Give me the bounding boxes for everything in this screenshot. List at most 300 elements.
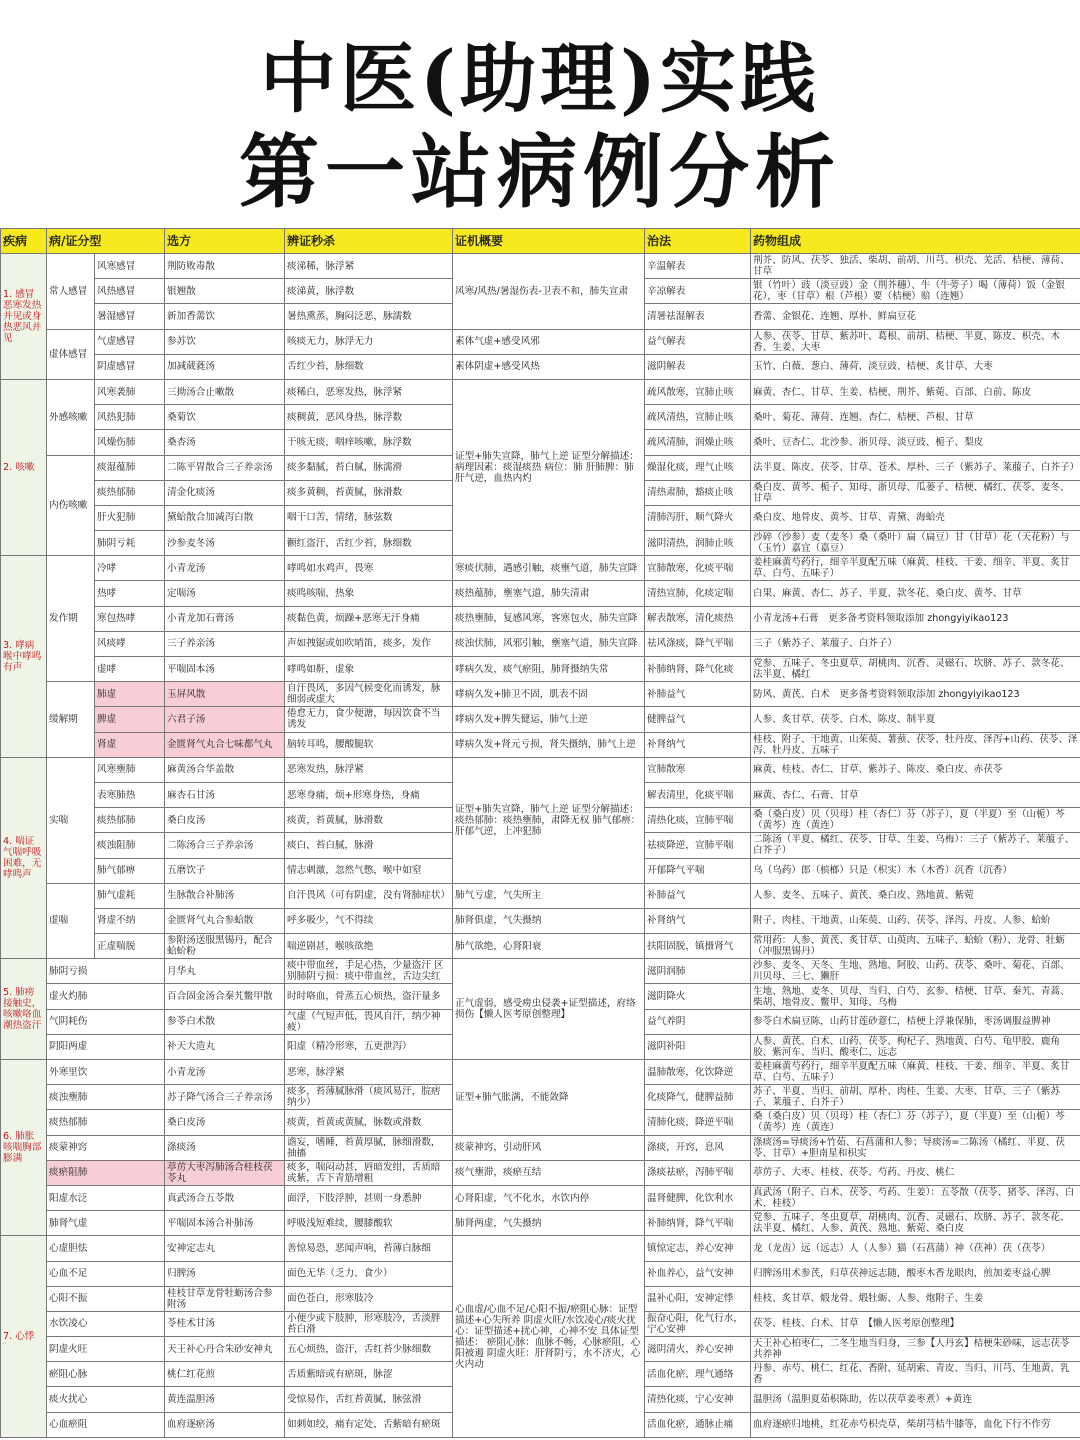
syndrome-type-cell: 肺阴亏耗 — [95, 531, 165, 556]
key-signs-cell: 哮鸣如鼾，虚象 — [285, 657, 453, 682]
disease-cell: 3. 哮病 喉中哮鸣有声 — [1, 556, 47, 758]
mechanism-cell: 肺肾两虚，气失摄纳 — [453, 1211, 645, 1236]
herbs-cell: 常用药：人参、黄芪、炙甘草、山萸肉、五味子、蛤蚧（粉）、龙骨、牡蛎（冲服黑锡丹） — [751, 934, 1080, 959]
formula-cell: 三拗汤合止嗽散 — [165, 379, 285, 404]
herbs-cell: 茯苓、桂枝、白术、甘草 【懒人医考原创整理】 — [751, 1311, 1080, 1336]
treatment-cell: 清热宣肺，化痰定喘 — [645, 581, 751, 606]
subtype-cell: 虚喘 — [47, 883, 95, 959]
herbs-cell: 桑叶、豆杏仁、北沙参、浙贝母、淡豆豉、栀子、梨皮 — [751, 430, 1080, 455]
syndrome-type-cell: 阴虚火旺 — [47, 1337, 165, 1362]
treatment-cell: 补肾纳气 — [645, 908, 751, 933]
disease-cell: 4. 喘证 气喘呼吸困难，无哮鸣声 — [1, 757, 47, 959]
formula-cell: 小青龙汤 — [165, 1060, 285, 1085]
mechanism-cell: 痰气壅滞，痰瘀互结 — [453, 1160, 645, 1185]
treatment-cell: 化痰降气，健脾益肺 — [645, 1085, 751, 1110]
syndrome-type-cell: 肾虚 — [95, 732, 165, 757]
mechanism-cell: 素体气虚+感受风邪 — [453, 329, 645, 354]
treatment-cell: 益气养阴 — [645, 1009, 751, 1034]
herbs-cell: 法半夏、陈皮、茯苓、甘草、苍术、厚朴、三子（紫苏子、莱菔子、白芥子） — [751, 455, 1080, 480]
herbs-cell: 天王补心柏枣仁，二冬生地当归身，三参【人丹玄】桔梗朱砂味，远志茯苓共养神 — [751, 1337, 1080, 1362]
key-signs-cell: 痰黄，苔黄腻，脉滑数 — [285, 808, 453, 833]
syndrome-type-cell: 肾虚不纳 — [95, 908, 165, 933]
herbs-cell: 小青龙汤+石膏 更多备考资料领取添加 zhongyiyikao123 — [751, 606, 1080, 631]
herbs-cell: 丹参、赤芍、桃仁、红花、香附、延胡索、青皮、当归、川芎、生地黄、乳香 — [751, 1362, 1080, 1387]
table-row — [1, 581, 1080, 606]
key-signs-cell: 谵妄，嗜睡，苔黄厚腻，脉细滑数，抽搐 — [285, 1135, 453, 1160]
header-formula: 选方 — [165, 229, 285, 254]
herbs-cell: 麻黄、杏仁、石膏、甘草 — [751, 782, 1080, 807]
herbs-cell: 桑白皮、地骨皮、黄芩、甘草、青黛、海蛤壳 — [751, 505, 1080, 530]
subtype-cell: 发作期 — [47, 556, 95, 682]
herbs-cell: 归脾汤用术参芪，归草茯神远志随，酸枣木香龙眼肉，煎加姜枣益心脾 — [751, 1261, 1080, 1286]
table-row — [1, 556, 1080, 581]
herbs-cell: 香薷、金银花、连翘、厚朴、鲜扁豆花 — [751, 304, 1080, 329]
syndrome-type-cell: 痰火扰心 — [47, 1387, 165, 1412]
disease-cell: 2. 咳嗽 — [1, 379, 47, 555]
syndrome-type-cell: 风寒感冒 — [95, 254, 165, 279]
herbs-cell: 龙（龙齿）远（远志）人（人参）猫（石菖蒲）神（茯神）茯（茯苓） — [751, 1236, 1080, 1261]
treatment-cell: 涤痰，开窍，息风 — [645, 1135, 751, 1160]
key-signs-cell: 气虚（气短声低，畏风自汗，纳少神疲） — [285, 1009, 453, 1034]
table-row — [1, 883, 1080, 908]
syndrome-type-cell: 寒包热哮 — [95, 606, 165, 631]
treatment-cell: 清热肃肺，豁痰止咳 — [645, 480, 751, 505]
table-row — [1, 1135, 1080, 1160]
syndrome-type-cell: 风痰哮 — [95, 631, 165, 656]
treatment-cell: 健脾益气 — [645, 707, 751, 732]
header-type: 病/证分型 — [47, 229, 165, 254]
disease-cell: 7. 心悸 — [1, 1236, 47, 1438]
herbs-cell: 荆芥、防风、茯苓、独活、柴胡、前胡、川芎、枳壳、羌活、桔梗、薄荷、甘草 — [751, 254, 1080, 279]
herbs-cell: 桂枝、炙甘草、煅龙骨、煅牡蛎、人参、炮附子、生姜 — [751, 1286, 1080, 1311]
formula-cell: 麻杏石甘汤 — [165, 782, 285, 807]
formula-cell: 参苓白术散 — [165, 1009, 285, 1034]
treatment-cell: 祛痰降逆，宣肺平喘 — [645, 833, 751, 858]
mechanism-cell: 证型+肺气胀满，不能敛降 — [453, 1060, 645, 1136]
key-signs-cell: 喘逆剧甚，喉咳欲绝 — [285, 934, 453, 959]
treatment-cell: 燥湿化痰，理气止咳 — [645, 455, 751, 480]
table-row — [1, 1185, 1080, 1210]
treatment-cell: 扶阳固脱，镇摄肾气 — [645, 934, 751, 959]
syndrome-type-cell: 心血瘀阻 — [47, 1412, 165, 1437]
formula-cell: 百合固金汤合秦艽鳖甲散 — [165, 984, 285, 1009]
disease-cell: 1. 感冒 恶寒发热并见或身热恶风并见 — [1, 254, 47, 380]
syndrome-type-cell: 心阳不振 — [47, 1286, 165, 1311]
mechanism-cell: 心血虚/心血不足/心阳不振/瘀阻心脉：证型描述+心失所养 阴虚火旺/水饮凌心/痰火扰心：证型描述+扰心神，心神不安 具体证型描述： 瘀阻心脉：血脉不畅，心脉瘀阻，心阳被遏 阴虚火旺：肝肾阴亏，水不济火，心火内动 — [453, 1236, 645, 1438]
syndrome-type-cell: 水饮凌心 — [47, 1311, 165, 1336]
mechanism-cell: 风寒/风热/暑湿伤表-卫表不和，肺失宣肃 — [453, 254, 645, 330]
key-signs-cell: 哮鸣如水鸡声，畏寒 — [285, 556, 453, 581]
key-signs-cell: 时时咯血，骨蒸五心烦热，盗汗量多 — [285, 984, 453, 1009]
key-signs-cell: 倦怠无力，食少便溏，每因饮食不当诱发 — [285, 707, 453, 732]
syndrome-type-cell: 肺阴亏损 — [47, 959, 165, 984]
key-signs-cell: 呼吸浅短难续，腰膝酸软 — [285, 1211, 453, 1236]
syndrome-type-cell: 气虚感冒 — [95, 329, 165, 354]
table-row — [1, 934, 1080, 959]
page-subtitle: 第一站病例分析 — [239, 125, 841, 219]
table-row — [1, 631, 1080, 656]
syndrome-type-cell: 痰蒙神窍 — [47, 1135, 165, 1160]
herbs-cell: 姜桂麻黄芍药行，细辛半夏配五味（麻黄、桂枝、干姜、细辛、半夏、炙甘草、白芍、五味子） — [751, 1060, 1080, 1085]
mechanism-cell: 肺肾俱虚，气失摄纳 — [453, 908, 645, 933]
herbs-cell: 人参、茯苓、甘草、紫苏叶、葛根、前胡、桔梗、半夏、陈皮、枳壳、木香、生姜、大枣 — [751, 329, 1080, 354]
treatment-cell: 补肺纳肾，降气化痰 — [645, 657, 751, 682]
key-signs-cell: 颧红盗汗，舌红少苔，脉细数 — [285, 531, 453, 556]
syndrome-type-cell: 肺气郁痹 — [95, 858, 165, 883]
key-signs-cell: 舌质紫暗或有瘀斑，脉涩 — [285, 1362, 453, 1387]
treatment-cell: 清肺化痰，降逆平喘 — [645, 1110, 751, 1135]
syndrome-type-cell: 虚火灼肺 — [47, 984, 165, 1009]
formula-cell: 桑白皮汤 — [165, 1110, 285, 1135]
key-signs-cell: 痰黏色黄，烦躁+恶寒无汗身痛 — [285, 606, 453, 631]
formula-cell: 二陈汤合三子养亲汤 — [165, 833, 285, 858]
table-row — [1, 682, 1080, 707]
table-row — [1, 1211, 1080, 1236]
page-title: 中医(助理)实践 — [260, 34, 820, 123]
formula-cell: 荆防败毒散 — [165, 254, 285, 279]
key-signs-cell: 痰鸣咳喘，热象 — [285, 581, 453, 606]
mechanism-cell: 心肾阳虚，气不化水，水饮内停 — [453, 1185, 645, 1210]
table-row — [1, 657, 1080, 682]
syndrome-type-cell: 正虚喘脱 — [95, 934, 165, 959]
treatment-cell: 宣肺散寒，化痰平喘 — [645, 556, 751, 581]
treatment-cell: 滋阴补阳 — [645, 1034, 751, 1059]
syndrome-type-cell: 风热感冒 — [95, 279, 165, 304]
formula-cell: 涤痰汤 — [165, 1135, 285, 1160]
formula-cell: 苏子降气汤合三子养亲汤 — [165, 1085, 285, 1110]
key-signs-cell: 咽干口苦，情绪，脉弦数 — [285, 505, 453, 530]
mechanism-cell: 证型+肺失宣降，肺气上逆 证型分解描述：病理因素：痰湿痰热 病位：肺 肝肺脾：肺肝气逆，血热内灼 — [453, 379, 645, 555]
treatment-cell: 温肾健脾，化饮利水 — [645, 1185, 751, 1210]
formula-cell: 清金化痰汤 — [165, 480, 285, 505]
case-analysis-table — [0, 228, 1080, 1438]
herbs-cell: 桑叶、菊花、薄荷、连翘、杏仁、桔梗、芦根、甘草 — [751, 405, 1080, 430]
formula-cell: 苓桂术甘汤 — [165, 1311, 285, 1336]
herbs-cell: 麻黄、桂枝、杏仁、甘草、紫苏子、陈皮、桑白皮、赤茯苓 — [751, 757, 1080, 782]
mechanism-cell: 痰热蕴肺，壅塞气道，肺失清肃 — [453, 581, 645, 606]
treatment-cell: 涤痰祛瘀，泻肺平喘 — [645, 1160, 751, 1185]
header-key-signs: 辨证秒杀 — [285, 229, 453, 254]
treatment-cell: 补肾纳气 — [645, 732, 751, 757]
syndrome-type-cell: 肺气虚耗 — [95, 883, 165, 908]
formula-cell: 金匮肾气丸合参蛤散 — [165, 908, 285, 933]
syndrome-type-cell: 外寒里饮 — [47, 1060, 165, 1085]
treatment-cell: 宣肺散寒 — [645, 757, 751, 782]
table-row — [1, 354, 1080, 379]
treatment-cell: 镇惊定志，养心安神 — [645, 1236, 751, 1261]
herbs-cell: 麻黄、杏仁、甘草、生姜、桔梗、荆芥、紫菀、百部、白前、陈皮 — [751, 379, 1080, 404]
treatment-cell: 辛温解表 — [645, 254, 751, 279]
formula-cell: 桑菊饮 — [165, 405, 285, 430]
formula-cell: 桂枝甘草龙骨牡蛎汤合参附汤 — [165, 1286, 285, 1311]
formula-cell: 参苏饮 — [165, 329, 285, 354]
key-signs-cell: 恶寒发热，脉浮紧 — [285, 757, 453, 782]
mechanism-cell: 痰蒙神窍，引动肝风 — [453, 1135, 645, 1160]
syndrome-type-cell: 痰浊壅肺 — [47, 1085, 165, 1110]
subtype-cell: 实喘 — [47, 757, 95, 883]
formula-cell: 银翘散 — [165, 279, 285, 304]
treatment-cell: 疏风清热，宣肺止咳 — [645, 405, 751, 430]
formula-cell: 月华丸 — [165, 959, 285, 984]
mechanism-cell: 哮病久发+肺卫不固，肌表不固 — [453, 682, 645, 707]
mechanism-cell: 寒痰伏肺，遇感引触，痰壅气道，肺失宣降 — [453, 556, 645, 581]
herbs-cell: 温胆汤（温胆夏茹枳陈助，佐以茯草姜枣煮）+黄连 — [751, 1387, 1080, 1412]
treatment-cell: 滋阴清火，养心安神 — [645, 1337, 751, 1362]
formula-cell: 六君子汤 — [165, 707, 285, 732]
table-row — [1, 1160, 1080, 1185]
herbs-cell: 参苓白术扁豆陈，山药甘莲砂薏仁，桔梗上浮兼保肺，枣汤调服益脾神 — [751, 1009, 1080, 1034]
mechanism-cell: 哮病久发，痰气瘀阻，肺肾摄纳失常 — [453, 657, 645, 682]
disease-cell: 6. 肺胀 咳喘胸部膨满 — [1, 1060, 47, 1236]
herbs-cell: 二陈汤（半夏、橘红、茯苓、甘草、生姜、乌梅）：三子（紫苏子、莱菔子、白芥子） — [751, 833, 1080, 858]
formula-cell: 天王补心丹合朱砂安神丸 — [165, 1337, 285, 1362]
syndrome-type-cell: 心虚胆怯 — [47, 1236, 165, 1261]
formula-cell: 定喘汤 — [165, 581, 285, 606]
key-signs-cell: 痰白，苔白腻，脉滑 — [285, 833, 453, 858]
mechanism-cell: 痰热壅肺，复感风寒，客寒包火，肺失宣降 — [453, 606, 645, 631]
formula-cell: 小青龙加石膏汤 — [165, 606, 285, 631]
key-signs-cell: 受惊易作，舌红苔黄腻，脉弦滑 — [285, 1387, 453, 1412]
subtype-cell: 常人感冒 — [47, 254, 95, 330]
key-signs-cell: 声如拽锯或如吹哨笛，痰多，发作 — [285, 631, 453, 656]
herbs-cell: 附子、肉桂、干地黄、山茱萸、山药、茯苓、泽泻、丹皮、人参、蛤蚧 — [751, 908, 1080, 933]
syndrome-type-cell: 暑湿感冒 — [95, 304, 165, 329]
formula-cell: 真武汤合五苓散 — [165, 1185, 285, 1210]
case-table-container — [0, 228, 1080, 1440]
herbs-cell: 防风、黄芪、白术 更多备考资料领取添加 zhongyiyikao123 — [751, 682, 1080, 707]
key-signs-cell: 痰稠黄，恶风身热，脉浮数 — [285, 405, 453, 430]
key-signs-cell: 呼多吸少，气不得续 — [285, 908, 453, 933]
treatment-cell: 解表清里，化痰平喘 — [645, 782, 751, 807]
key-signs-cell: 如刺如绞，痛有定处，舌紫暗有瘀斑 — [285, 1412, 453, 1437]
herbs-cell: 葶苈子、大枣、桂枝、茯苓、芍药、丹皮、桃仁 — [751, 1160, 1080, 1185]
syndrome-type-cell: 风寒袭肺 — [95, 379, 165, 404]
formula-cell: 安神定志丸 — [165, 1236, 285, 1261]
subtype-cell: 缓解期 — [47, 682, 95, 758]
mechanism-cell: 证型+肺失宣降，肺气上逆 证型分解描述：痰热郁肺：痰热壅肺，肃降无权 肺气郁痹：肝郁气逆，上冲犯肺 — [453, 757, 645, 883]
subtype-cell: 虚体感冒 — [47, 329, 95, 379]
mechanism-cell: 正气虚弱，感受痨虫侵袭+证型描述，府络损伤【懒人医考原创整理】 — [453, 959, 645, 1060]
syndrome-type-cell: 心血不足 — [47, 1261, 165, 1286]
treatment-cell: 滋阴降火 — [645, 984, 751, 1009]
table-body — [1, 254, 1080, 1438]
syndrome-type-cell: 脾虚 — [95, 707, 165, 732]
key-signs-cell: 小便少或下肢肿，形寒肢冷，舌淡胖苔白滑 — [285, 1311, 453, 1336]
herbs-cell: 党参、五味子、冬虫夏草、胡桃肉、沉香、灵磁石、坎脐、苏子、款冬花、法半夏、橘红、人参、黄芪、熟地、紫菀、桑白皮 — [751, 1211, 1080, 1236]
formula-cell: 沙参麦冬汤 — [165, 531, 285, 556]
key-signs-cell: 痰多黄稠，苔黄腻，脉滑数 — [285, 480, 453, 505]
key-signs-cell: 痰多黏腻，苔白腻，脉濡滑 — [285, 455, 453, 480]
table-row — [1, 757, 1080, 782]
syndrome-type-cell: 阴阳两虚 — [47, 1034, 165, 1059]
herbs-cell: 三子（紫苏子、莱菔子、白芥子） — [751, 631, 1080, 656]
subtype-cell: 外感咳嗽 — [47, 379, 95, 455]
herbs-cell: 党参、五味子、冬虫夏草、胡桃肉、沉香、灵磁石、坎脐、苏子、款冬花、法半夏、橘红 — [751, 657, 1080, 682]
key-signs-cell: 恶寒，脉浮紧 — [285, 1060, 453, 1085]
formula-cell: 生脉散合补肺汤 — [165, 883, 285, 908]
formula-cell: 加减葳蕤汤 — [165, 354, 285, 379]
herbs-cell: 苏子、半夏、当归、前胡、厚朴、肉桂、生姜、大枣、甘草、三子（紫苏子、莱菔子、白芥子） — [751, 1085, 1080, 1110]
formula-cell: 玉屏风散 — [165, 682, 285, 707]
key-signs-cell: 痰多，喘闷动甚，唇暗发绀，舌质暗或紫，舌下青筋增粗 — [285, 1160, 453, 1185]
treatment-cell: 活血化瘀，通脉止痛 — [645, 1412, 751, 1437]
herbs-cell: 生地、熟地、麦冬、贝母、当归、白芍、玄参、桔梗、甘草、秦艽、青蒿、柴胡、地骨皮、鳖甲、知母、乌梅 — [751, 984, 1080, 1009]
treatment-cell: 补肺益气 — [645, 682, 751, 707]
header-mechanism: 证机概要 — [453, 229, 645, 254]
mechanism-cell: 痰浊伏肺，风邪引触，壅塞气道，肺失宣降 — [453, 631, 645, 656]
treatment-cell: 补肺纳肾，降气平喘 — [645, 1211, 751, 1236]
table-row — [1, 732, 1080, 757]
treatment-cell: 滋阴解表 — [645, 354, 751, 379]
formula-cell: 二陈平胃散合三子养亲汤 — [165, 455, 285, 480]
syndrome-type-cell: 表寒肺热 — [95, 782, 165, 807]
header-herbs: 药物组成 — [751, 229, 1080, 254]
key-signs-cell: 面色苍白，形寒肢冷 — [285, 1286, 453, 1311]
herbs-cell: 姜桂麻黄芍药行，细辛半夏配五味（麻黄、桂枝、干姜、细辛、半夏、炙甘草、白芍、五味子） — [751, 556, 1080, 581]
formula-cell: 葶苈大枣泻肺汤合桂枝茯苓丸 — [165, 1160, 285, 1185]
table-header-row — [1, 229, 1080, 254]
treatment-cell: 清热化痰，宣肺平喘 — [645, 808, 751, 833]
mechanism-cell: 哮病久发+肾元亏损，肾失摄纳，肺气上逆 — [453, 732, 645, 757]
herbs-cell: 桂枝、附子、干地黄、山茱萸、薯蓣、茯苓、牡丹皮、泽泻+山药、茯苓、泽泻、牡丹皮、五味子 — [751, 732, 1080, 757]
herbs-cell: 沙参、麦冬、天冬、生地、熟地、阿胶、山药、茯苓、桑叶、菊花、百部、川贝母、三七、獭肝 — [751, 959, 1080, 984]
syndrome-type-cell: 阳虚水泛 — [47, 1185, 165, 1210]
formula-cell: 桃仁红花煎 — [165, 1362, 285, 1387]
treatment-cell: 疏风散寒，宣肺止咳 — [645, 379, 751, 404]
treatment-cell: 开郁降气平喘 — [645, 858, 751, 883]
herbs-cell: 白果、麻黄、杏仁、苏子、半夏、款冬花、桑白皮、黄芩、甘草 — [751, 581, 1080, 606]
key-signs-cell: 痰黄，苔黄或黄腻，脉数或滑数 — [285, 1110, 453, 1135]
treatment-cell: 益气解表 — [645, 329, 751, 354]
formula-cell: 麻黄汤合华盖散 — [165, 757, 285, 782]
key-signs-cell: 痰涕黄，脉浮数 — [285, 279, 453, 304]
treatment-cell: 清暑祛湿解表 — [645, 304, 751, 329]
treatment-cell: 滋阴润肺 — [645, 959, 751, 984]
syndrome-type-cell: 风热犯肺 — [95, 405, 165, 430]
syndrome-type-cell: 痰热郁肺 — [95, 808, 165, 833]
treatment-cell: 温补心阳，安神定悸 — [645, 1286, 751, 1311]
treatment-cell: 温肺散寒，化饮降逆 — [645, 1060, 751, 1085]
mechanism-cell: 素体阴虚+感受风热 — [453, 354, 645, 379]
syndrome-type-cell: 痰浊阻肺 — [95, 833, 165, 858]
mechanism-cell: 肺气亏虚，气失所主 — [453, 883, 645, 908]
syndrome-type-cell: 痰湿蕴肺 — [95, 455, 165, 480]
key-signs-cell: 暑热熏蒸，胸闷泛恶，脉濡数 — [285, 304, 453, 329]
syndrome-type-cell: 痰热郁肺 — [95, 480, 165, 505]
treatment-cell: 辛凉解表 — [645, 279, 751, 304]
treatment-cell: 补血养心，益气安神 — [645, 1261, 751, 1286]
key-signs-cell: 阳虚（精冷形寒，五更泄泻） — [285, 1034, 453, 1059]
syndrome-type-cell: 冷哮 — [95, 556, 165, 581]
key-signs-cell: 五心烦热，盗汗，舌红苔少脉细数 — [285, 1337, 453, 1362]
key-signs-cell: 脑转耳鸣，腰酸腿软 — [285, 732, 453, 757]
herbs-cell: 银（竹叶）豉（淡豆豉）金（荆芥穗）、牛（牛蒡子）喝（薄荷）饭（金银花），枣（甘草）根（芦根）要（桔梗）赔（连翘） — [751, 279, 1080, 304]
key-signs-cell: 面浮，下肢浮肿，甚则一身悉肿 — [285, 1185, 453, 1210]
table-row — [1, 1060, 1080, 1085]
syndrome-type-cell: 瘀阻心脉 — [47, 1362, 165, 1387]
key-signs-cell: 咳痰无力，脉浮无力 — [285, 329, 453, 354]
table-row — [1, 379, 1080, 404]
herbs-cell: 血府逐瘀归地桃，红花赤芍枳壳草，柴胡芎桔牛膝等，血化下行不作劳 — [751, 1412, 1080, 1437]
key-signs-cell: 干咳无痰，咽痒咳嗽，脉浮数 — [285, 430, 453, 455]
table-row — [1, 959, 1080, 984]
formula-cell: 三子养亲汤 — [165, 631, 285, 656]
table-row — [1, 329, 1080, 354]
key-signs-cell: 自汗畏风（可有阴虚，没有肾肺症状） — [285, 883, 453, 908]
formula-cell: 血府逐瘀汤 — [165, 1412, 285, 1437]
subtype-cell: 内伤咳嗽 — [47, 455, 95, 556]
formula-cell: 小青龙汤 — [165, 556, 285, 581]
syndrome-type-cell: 气阴耗伤 — [47, 1009, 165, 1034]
syndrome-type-cell: 肺虚 — [95, 682, 165, 707]
treatment-cell: 滋阴清热，润肺止咳 — [645, 531, 751, 556]
syndrome-type-cell: 肝火犯肺 — [95, 505, 165, 530]
table-row — [1, 908, 1080, 933]
disease-cell: 5. 肺痨 接触史，咳嗽咯血潮热盗汗 — [1, 959, 47, 1060]
key-signs-cell: 痰稀白，恶寒发热，脉浮紧 — [285, 379, 453, 404]
treatment-cell: 清肺泻肝，顺气降火 — [645, 505, 751, 530]
herbs-cell: 涤痰汤=导痰汤+竹茹、石菖蒲和人参；导痰汤=二陈汤（橘红、半夏、茯苓、甘草）+胆南星和枳实 — [751, 1135, 1080, 1160]
syndrome-type-cell: 风燥伤肺 — [95, 430, 165, 455]
treatment-cell: 清热化痰，宁心安神 — [645, 1387, 751, 1412]
key-signs-cell: 舌红少苔，脉细数 — [285, 354, 453, 379]
mechanism-cell: 肺气欲绝，心肾阳衰 — [453, 934, 645, 959]
formula-cell: 桑杏汤 — [165, 430, 285, 455]
syndrome-type-cell: 风寒壅肺 — [95, 757, 165, 782]
syndrome-type-cell: 热哮 — [95, 581, 165, 606]
syndrome-type-cell: 虚哮 — [95, 657, 165, 682]
key-signs-cell: 痰多，苔薄腻脉滑（痰风易汗，脘痞纳少） — [285, 1085, 453, 1110]
table-row — [1, 606, 1080, 631]
herbs-cell: 真武汤（附子、白术、茯苓、芍药、生姜）：五苓散（茯苓、猪苓、泽泻、白术、桂枝） — [751, 1185, 1080, 1210]
key-signs-cell: 痰涕稀，脉浮紧 — [285, 254, 453, 279]
herbs-cell: 人参、炙甘草、茯苓、白术、陈皮、制半夏 — [751, 707, 1080, 732]
herbs-cell: 人参、黄芪、白术、山药、茯苓、枸杞子、熟地黄、白芍、龟甲胶、鹿角胶、紫河车、当归、酸枣仁、远志 — [751, 1034, 1080, 1059]
formula-cell: 补天大造丸 — [165, 1034, 285, 1059]
treatment-cell: 疏风清肺，润燥止咳 — [645, 430, 751, 455]
key-signs-cell: 自汗畏风，多因气候变化而诱发，脉细弱或虚大 — [285, 682, 453, 707]
herbs-cell: 沙碎（沙参）麦（麦冬）桑（桑叶）扁（扁豆）甘（甘草）花（天花粉）与（玉竹）嘉宜（嘉豆） — [751, 531, 1080, 556]
treatment-cell: 振奋心阳，化气行水，宁心安神 — [645, 1311, 751, 1336]
formula-cell: 新加香薷饮 — [165, 304, 285, 329]
herbs-cell: 桑（桑白皮）贝（贝母）桂（杏仁）芬（苏子），夏（半夏）至（山栀）芩（黄芩）连（黄连） — [751, 1110, 1080, 1135]
syndrome-type-cell: 痰瘀阻肺 — [47, 1160, 165, 1185]
herbs-cell: 乌（乌药）郎（槟榔）只是（枳实）木（木香）沉香（沉香） — [751, 858, 1080, 883]
treatment-cell: 补肺益气 — [645, 883, 751, 908]
header-disease: 疾病 — [1, 229, 47, 254]
herbs-cell: 人参、麦冬、五味子、黄芪、桑白皮、熟地黄、紫菀 — [751, 883, 1080, 908]
treatment-cell: 解表散寒，清化痰热 — [645, 606, 751, 631]
treatment-cell: 祛风涤痰，降气平喘 — [645, 631, 751, 656]
formula-cell: 黄连温胆汤 — [165, 1387, 285, 1412]
syndrome-type-cell: 痰热郁肺 — [47, 1110, 165, 1135]
table-row — [1, 707, 1080, 732]
formula-cell: 桑白皮汤 — [165, 808, 285, 833]
formula-cell: 归脾汤 — [165, 1261, 285, 1286]
formula-cell: 黛蛤散合加减泻白散 — [165, 505, 285, 530]
syndrome-type-cell: 肺肾气虚 — [47, 1211, 165, 1236]
key-signs-cell: 恶寒身痛，烦+形寒身热，身痛 — [285, 782, 453, 807]
formula-cell: 五磨饮子 — [165, 858, 285, 883]
key-signs-cell: 善惊易恐，恶闻声响，苔薄白脉细 — [285, 1236, 453, 1261]
table-row — [1, 254, 1080, 279]
treatment-cell: 活血化瘀，理气通络 — [645, 1362, 751, 1387]
herbs-cell: 桑（桑白皮）贝（贝母）桂（杏仁）芬（苏子），夏（半夏）至（山栀）芩（黄芩）连（黄连） — [751, 808, 1080, 833]
herbs-cell: 桑白皮、黄芩、栀子、知母、浙贝母、瓜蒌子、桔梗、橘红、茯苓、麦冬、甘草 — [751, 480, 1080, 505]
formula-cell: 平喘固本汤合补肺汤 — [165, 1211, 285, 1236]
formula-cell: 金匮肾气丸合七味都气丸 — [165, 732, 285, 757]
key-signs-cell: 痰中带血丝，手足心热，少量盗汗 区别肺阴亏损：痰中带血丝，舌边尖红 — [285, 959, 453, 984]
